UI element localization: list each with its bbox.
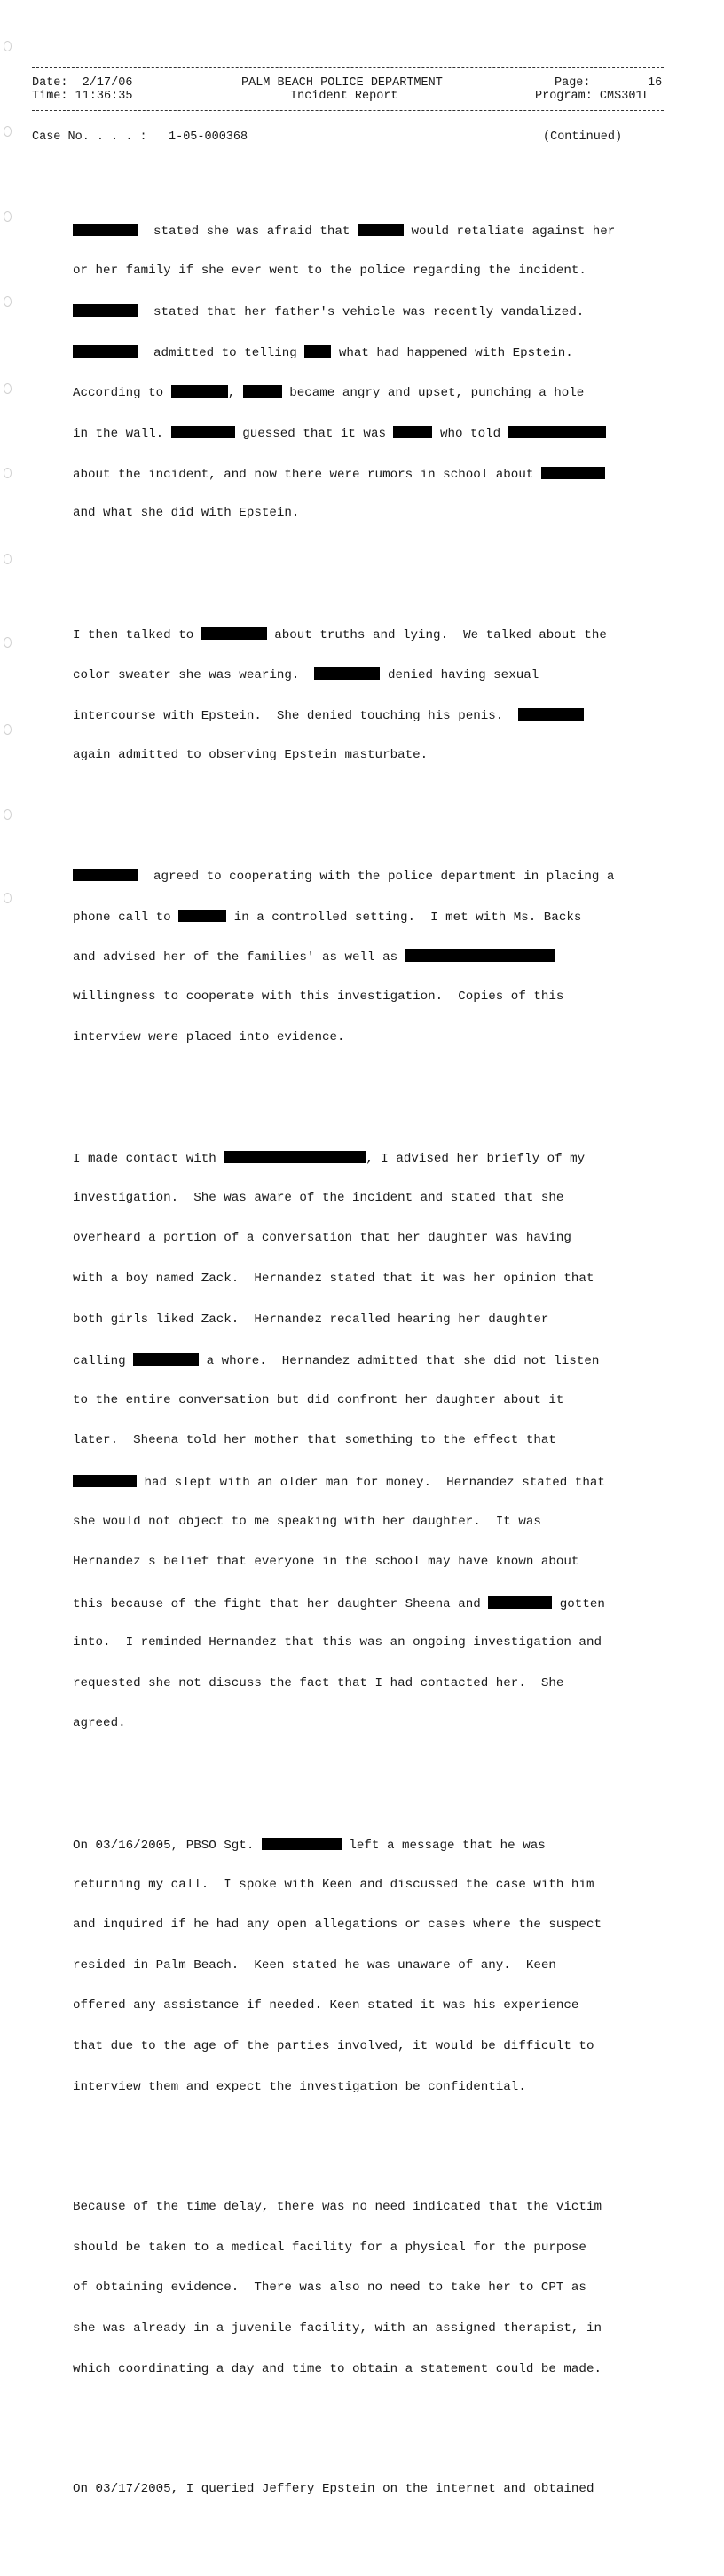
text-line: and advised her of the families' as well as xyxy=(73,949,641,963)
text-line: or her family if she ever went to the police regarding the incident. xyxy=(73,263,586,278)
text-line: both girls liked Zack. Hernandez recalled hearing her daughter xyxy=(73,1312,549,1327)
page-label: Page: xyxy=(555,76,591,90)
text-line: later. Sheena told her mother that something to the effect that xyxy=(73,1433,556,1448)
redaction-bar xyxy=(73,345,138,358)
redaction-bar xyxy=(73,304,138,317)
punch-hole-mark xyxy=(4,126,12,137)
text-line: Because of the time delay, there was no need indicated that the victim xyxy=(73,2200,602,2215)
text-line: in the wall. guessed that it was who told xyxy=(73,426,641,439)
text-line: of obtaining evidence. There was also no need to take her to CPT as xyxy=(73,2281,586,2296)
punch-hole-mark xyxy=(4,809,12,820)
report-date: Date: 2/17/06 xyxy=(32,76,133,90)
text-line: with a boy named Zack. Hernandez stated that it was her opinion that xyxy=(73,1271,594,1286)
text-line: stated that her father's vehicle was recently vandalized. xyxy=(73,304,641,318)
text-line: overheard a portion of a conversation that her daughter was having xyxy=(73,1231,571,1246)
text-line: had slept with an older man for money. Hernandez stated that xyxy=(73,1475,641,1488)
text-line: I then talked to about truths and lying. We talked about the xyxy=(73,627,607,642)
redaction-bar xyxy=(73,869,138,881)
text-line: she was already in a juvenile facility, with an assigned therapist, in xyxy=(73,2321,602,2336)
punch-hole-mark xyxy=(4,296,12,307)
report-narrative xyxy=(73,156,641,2576)
punch-hole-mark xyxy=(4,554,12,564)
punch-hole-mark xyxy=(4,41,12,51)
text-line: intercourse with Epstein. She denied touching his penis. xyxy=(73,708,641,721)
punch-hole-mark xyxy=(4,637,12,648)
paragraph xyxy=(73,842,641,1071)
punch-hole-mark xyxy=(4,383,12,394)
case-label: Case No. . . . : xyxy=(32,130,147,144)
text-line: about the incident, and now there were rumors in school about xyxy=(73,467,641,480)
text-line: to the entire conversation but did confront her daughter about it xyxy=(73,1392,564,1407)
text-line: which coordinating a day and time to obtain a statement could be made. xyxy=(73,2361,602,2376)
text-line: and what she did with Epstein. xyxy=(73,506,300,521)
redaction-bar xyxy=(243,385,282,398)
paragraph xyxy=(73,2456,641,2524)
redaction-bar xyxy=(73,1475,137,1487)
text-line: this because of the fight that her daughter Sheena and gotten xyxy=(73,1596,605,1611)
text-line: admitted to telling what had happened with Epstein. xyxy=(73,345,641,358)
text-line: I made contact with , I advised her briefly of my xyxy=(73,1152,586,1167)
redaction-bar xyxy=(304,345,331,358)
text-line: According to , became angry and upset, punching a hole xyxy=(73,386,585,401)
redaction-bar xyxy=(393,426,432,438)
redaction-bar xyxy=(358,224,404,236)
program-code: Program: CMS301L xyxy=(535,90,650,103)
text-line: On 03/17/2005, I queried Jeffery Epstein on the internet and obtained xyxy=(73,2482,594,2497)
text-line: into. I reminded Hernandez that this was an ongoing investigation and xyxy=(73,1635,602,1650)
text-line: investigation. She was aware of the incident and stated that she xyxy=(73,1190,564,1205)
text-line: willingness to cooperate with this investigation. Copies of this xyxy=(73,989,564,1004)
redaction-bar xyxy=(171,385,228,398)
text-line: requested she not discuss the fact that I had contacted her. She xyxy=(73,1675,564,1690)
text-line: calling a whore. Hernandez admitted that she did not listen xyxy=(73,1354,600,1369)
report-time: Time: 11:36:35 xyxy=(32,90,133,103)
text-line: Hernandez s belief that everyone in the school may have known about xyxy=(73,1555,579,1570)
text-line: interview were placed into evidence. xyxy=(73,1029,345,1044)
page-number: 16 xyxy=(648,76,663,90)
text-line: agreed to cooperating with the police department in placing a xyxy=(73,869,641,882)
paragraph xyxy=(73,600,641,789)
text-line: should be taken to a medical facility for a physical for the purpose xyxy=(73,2240,586,2255)
redaction-bar xyxy=(488,1596,552,1609)
punch-hole-mark xyxy=(4,211,12,222)
text-line: agreed. xyxy=(73,1716,126,1731)
header-bottom-rule xyxy=(32,110,664,111)
case-number: 1-05-000368 xyxy=(169,130,248,144)
redaction-bar xyxy=(518,708,584,721)
text-line: that due to the age of the parties involved, it would be difficult to xyxy=(73,2039,594,2054)
text-line: interview them and expect the investigation be confidential. xyxy=(73,2079,526,2094)
paragraph xyxy=(73,1124,641,1758)
header-top-rule xyxy=(32,67,664,68)
paragraph xyxy=(73,2174,641,2403)
redaction-bar xyxy=(73,224,138,236)
text-line: she would not object to me speaking with her daughter. It was xyxy=(73,1514,541,1529)
punch-hole-mark xyxy=(4,893,12,903)
text-line: and inquired if he had any open allegations or cases where the suspect xyxy=(73,1918,602,1933)
text-line: stated she was afraid that would retaliate against her xyxy=(73,224,641,237)
redaction-bar xyxy=(178,910,226,922)
redaction-bar xyxy=(133,1353,199,1366)
punch-hole-mark xyxy=(4,724,12,735)
text-line: On 03/16/2005, PBSO Sgt. left a message that he was xyxy=(73,1839,546,1854)
redaction-bar xyxy=(541,467,605,479)
text-line: color sweater she was wearing. denied having sexual xyxy=(73,668,539,683)
paragraph xyxy=(73,197,641,547)
paragraph xyxy=(73,1811,641,2122)
redaction-bar xyxy=(262,1838,342,1850)
text-line: returning my call. I spoke with Keen and discussed the case with him xyxy=(73,1877,594,1892)
redaction-bar xyxy=(314,667,380,680)
text-line: resided in Palm Beach. Keen stated he was unaware of any. Keen xyxy=(73,1958,556,1973)
report-type: Incident Report xyxy=(290,90,398,103)
redaction-bar xyxy=(201,627,267,640)
redaction-bar xyxy=(224,1151,366,1163)
redaction-bar xyxy=(171,426,235,438)
text-line: phone call to in a controlled setting. I met with Ms. Backs xyxy=(73,910,582,925)
redaction-bar xyxy=(405,949,555,962)
text-line: offered any assistance if needed. Keen stated it was his experience xyxy=(73,1998,579,2013)
text-line: again admitted to observing Epstein masturbate. xyxy=(73,747,429,762)
redaction-bar xyxy=(508,426,606,438)
continued-marker: (Continued) xyxy=(543,130,623,144)
department-name: PALM BEACH POLICE DEPARTMENT xyxy=(241,76,443,90)
punch-hole-mark xyxy=(4,468,12,478)
